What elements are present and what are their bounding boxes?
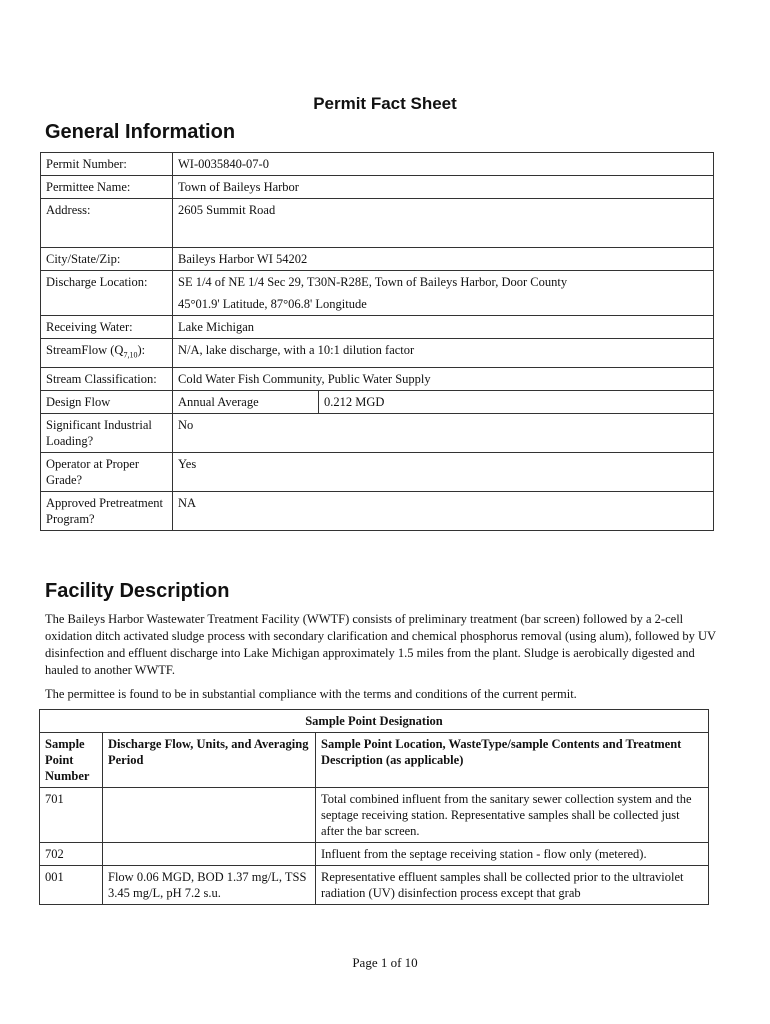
significant-industrial-loading-value: No [173, 413, 714, 452]
design-flow-value: 0.212 MGD [319, 390, 714, 413]
receiving-water-value: Lake Michigan [173, 316, 714, 339]
column-header-sample-point-number: Sample Point Number [40, 733, 103, 788]
stream-flow-value: N/A, lake discharge, with a 10:1 dilution factor [173, 339, 714, 368]
sample-point-location: Influent from the septage receiving station - flow only (metered). [316, 843, 709, 866]
address-value: 2605 Summit Road [173, 199, 714, 248]
table-row [41, 390, 714, 413]
stream-classification-value: Cold Water Fish Community, Public Water Supply [173, 367, 714, 390]
discharge-flow: Flow 0.06 MGD, BOD 1.37 mg/L, TSS 3.45 mg/L, pH 7.2 s.u. [103, 866, 316, 905]
compliance-paragraph: The permittee is found to be in substantial compliance with the terms and conditions of the current permit. [45, 687, 577, 701]
table-row [41, 248, 714, 271]
sample-point-number: 702 [40, 843, 103, 866]
discharge-location-value [173, 271, 714, 316]
table-row [41, 199, 714, 248]
table-row [41, 153, 714, 176]
permittee-name-value: Town of Baileys Harbor [173, 176, 714, 199]
column-header-sample-point-location: Sample Point Location, WasteType/sample Contents and Treatment Description (as applicable) [316, 733, 709, 788]
facility-description-paragraph: The Baileys Harbor Wastewater Treatment Facility (WWTF) consists of preliminary treatment (bar screen) followed by a 2-cell oxidation ditch activated sludge process with secondary clarification and chemical phosphorus removal (using alum), followed by UV disinfection and effluent discharge into Lake Michigan approximately 1.5 miles from the plant. Sludge is aerobically digested and hauled to another WWTF. [45, 612, 716, 677]
approved-pretreatment-value: NA [173, 491, 714, 530]
city-state-zip-value: Baileys Harbor WI 54202 [173, 248, 714, 271]
sample-point-number: 701 [40, 788, 103, 843]
table-row [41, 367, 714, 390]
significant-industrial-loading-label: Significant Industrial Loading? [41, 413, 173, 452]
table-header-row [40, 733, 709, 788]
sample-point-table [39, 709, 709, 905]
address-label: Address: [41, 199, 173, 248]
stream-flow-label-sub: 7,10 [123, 350, 138, 360]
table-row [41, 339, 714, 368]
table-row [41, 491, 714, 530]
table-row [41, 452, 714, 491]
discharge-location-line1: SE 1/4 of NE 1/4 Sec 29, T30N-R28E, Town of Baileys Harbor, Door County [178, 275, 568, 289]
column-header-discharge-flow: Discharge Flow, Units, and Averaging Period [103, 733, 316, 788]
stream-flow-label [41, 339, 173, 368]
table-row [40, 843, 709, 866]
general-information-table [40, 152, 714, 531]
stream-classification-label: Stream Classification: [41, 367, 173, 390]
discharge-flow [103, 788, 316, 843]
facility-description-heading: Facility Description [45, 580, 230, 602]
discharge-location-label: Discharge Location: [41, 271, 173, 316]
discharge-location-line2: 45°01.9' Latitude, 87°06.8' Longitude [178, 297, 367, 311]
table-row [41, 176, 714, 199]
permit-number-label: Permit Number: [41, 153, 173, 176]
table-row [41, 413, 714, 452]
permit-number-value: WI-0035840-07-0 [173, 153, 714, 176]
table-row [41, 271, 714, 316]
table-row [40, 866, 709, 905]
sample-point-location: Total combined influent from the sanitary sewer collection system and the septage receiving station. Representative samples shall be collected just after the bar screen. [316, 788, 709, 843]
page-title: Permit Fact Sheet [313, 94, 457, 113]
city-state-zip-label: City/State/Zip: [41, 248, 173, 271]
operator-grade-label: Operator at Proper Grade? [41, 452, 173, 491]
approved-pretreatment-label: Approved Pretreatment Program? [41, 491, 173, 530]
discharge-flow [103, 843, 316, 866]
stream-flow-label-suffix: ): [137, 343, 146, 357]
general-information-heading: General Information [45, 121, 236, 143]
sample-point-location: Representative effluent samples shall be collected prior to the ultraviolet radiation (UV) disinfection process except that grab [316, 866, 709, 905]
operator-grade-value: Yes [173, 452, 714, 491]
page-number: Page 1 of 10 [352, 955, 418, 970]
design-flow-label: Design Flow [41, 390, 173, 413]
sample-point-caption: Sample Point Designation [40, 710, 709, 733]
receiving-water-label: Receiving Water: [41, 316, 173, 339]
table-row [40, 788, 709, 843]
stream-flow-label-prefix: StreamFlow (Q [46, 343, 124, 357]
permittee-name-label: Permittee Name: [41, 176, 173, 199]
sample-point-number: 001 [40, 866, 103, 905]
table-caption-row [40, 710, 709, 733]
table-row [41, 316, 714, 339]
design-flow-type: Annual Average [173, 390, 319, 413]
